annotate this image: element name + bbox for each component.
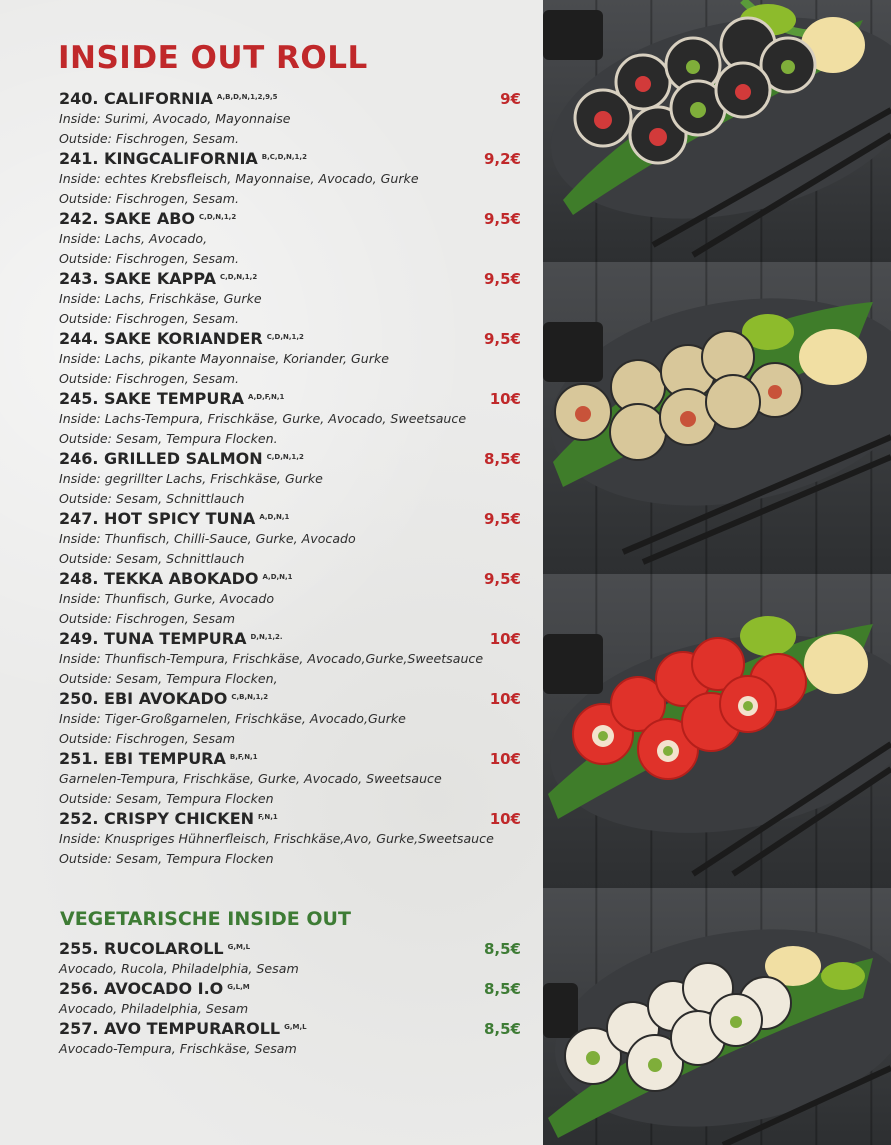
item-inside: Inside: Lachs, pikante Mayonnaise, Koriander, Gurke [59, 351, 389, 366]
item-outside: Outside: Fischrogen, Sesam [59, 731, 235, 746]
menu-item [59, 329, 521, 389]
item-price: 10€ [489, 750, 521, 768]
item-inside: Inside: echtes Krebsfleisch, Mayonnaise, Avocado, Gurke [59, 171, 419, 186]
item-outside: Outside: Fischrogen, Sesam. [59, 251, 239, 266]
item-price: 9€ [500, 90, 521, 108]
item-description: Avocado, Philadelphia, Sesam [59, 1001, 249, 1016]
item-price: 9,5€ [483, 270, 521, 288]
item-outside: Outside: Sesam, Tempura Flocken. [59, 431, 278, 446]
item-outside: Outside: Sesam, Tempura Flocken, [59, 671, 278, 686]
allergen-codes: A,B,D,N,1,2,9,5 [216, 93, 278, 101]
item-inside: Inside: Thunfisch-Tempura, Frischkäse, Avocado,Gurke,Sweetsauce [59, 651, 484, 666]
item-outside: Outside: Fischrogen, Sesam. [59, 191, 239, 206]
menu-item [59, 979, 521, 1019]
allergen-codes: G,M,L [227, 943, 251, 951]
item-price: 10€ [489, 810, 521, 828]
item-inside: Inside: Thunfisch, Gurke, Avocado [59, 591, 275, 606]
allergen-codes: C,B,N,1,2 [231, 693, 269, 701]
sushi-photo-california [543, 0, 891, 262]
item-price: 10€ [489, 390, 521, 408]
item-price: 8,5€ [483, 940, 521, 958]
item-name: 243. SAKE KAPPA [59, 269, 216, 288]
menu-item [59, 749, 521, 809]
item-name: 241. KINGCALIFORNIA [59, 149, 258, 168]
item-inside: Inside: Lachs, Avocado, [59, 231, 208, 246]
sushi-photo-vegetarian-roll [543, 888, 891, 1145]
item-inside: Inside: Lachs, Frischkäse, Gurke [59, 291, 262, 306]
item-name: 245. SAKE TEMPURA [59, 389, 245, 408]
item-description: Avocado, Rucola, Philadelphia, Sesam [59, 961, 299, 976]
item-name: 240. CALIFORNIA [59, 89, 213, 108]
allergen-codes: G,M,L [284, 1023, 307, 1031]
menu-item [59, 209, 521, 269]
item-outside: Outside: Fischrogen, Sesam [59, 611, 235, 626]
item-name: 248. TEKKA ABOKADO [59, 569, 259, 588]
item-outside: Outside: Sesam, Schnittlauch [59, 491, 245, 506]
allergen-codes: D,N,1,2. [250, 633, 283, 641]
allergen-codes: C,D,N,1,2 [220, 273, 258, 281]
item-name: 249. TUNA TEMPURA [59, 629, 247, 648]
item-description: Avocado-Tempura, Frischkäse, Sesam [59, 1041, 297, 1056]
item-inside: Inside: Lachs-Tempura, Frischkäse, Gurke, Avocado, Sweetsauce [59, 411, 467, 426]
item-name: 247. HOT SPICY TUNA [59, 509, 256, 528]
allergen-codes: B,C,D,N,1,2 [261, 153, 307, 161]
item-outside: Outside: Fischrogen, Sesam. [59, 131, 239, 146]
item-name: 255. RUCOLAROLL [59, 939, 224, 958]
menu-item [59, 509, 521, 569]
section-title: INSIDE OUT ROLL [58, 40, 368, 76]
item-name: 244. SAKE KORIANDER [59, 329, 263, 348]
item-price: 9,2€ [483, 150, 521, 168]
item-price: 9,5€ [483, 570, 521, 588]
menu-item [59, 389, 521, 449]
item-price: 8,5€ [483, 980, 521, 998]
menu-item [59, 689, 521, 749]
item-price: 10€ [489, 690, 521, 708]
item-price: 9,5€ [483, 510, 521, 528]
section-title-vegetarian: VEGETARISCHE INSIDE OUT [60, 908, 351, 930]
menu-item [59, 809, 521, 869]
item-price: 8,5€ [483, 1020, 521, 1038]
item-name: 257. AVO TEMPURAROLL [59, 1019, 281, 1038]
item-name: 256. AVOCADO I.O [59, 979, 224, 998]
item-price: 9,5€ [483, 210, 521, 228]
allergen-codes: C,D,N,1,2 [266, 453, 304, 461]
menu-item [59, 629, 521, 689]
item-inside: Inside: gegrillter Lachs, Frischkäse, Gurke [59, 471, 323, 486]
item-inside: Inside: Surimi, Avocado, Mayonnaise [59, 111, 291, 126]
menu-item [59, 269, 521, 329]
item-outside: Outside: Fischrogen, Sesam. [59, 371, 239, 386]
item-name: 250. EBI AVOKADO [59, 689, 228, 708]
item-name: 251. EBI TEMPURA [59, 749, 226, 768]
allergen-codes: F,N,1 [258, 813, 278, 821]
menu-item [59, 939, 521, 979]
item-price: 10€ [489, 630, 521, 648]
allergen-codes: A,D,N,1 [259, 513, 290, 521]
menu-item [59, 449, 521, 509]
sushi-photo-sesame-roll [543, 262, 891, 574]
item-inside: Inside: Knuspriges Hühnerfleisch, Frischkäse,Avo, Gurke,Sweetsauce [59, 831, 494, 846]
menu-item [59, 1019, 521, 1059]
allergen-codes: B,F,N,1 [229, 753, 258, 761]
item-outside: Outside: Sesam, Tempura Flocken [59, 851, 274, 866]
item-inside: Garnelen-Tempura, Frischkäse, Gurke, Avocado, Sweetsauce [59, 771, 442, 786]
allergen-codes: G,L,M [227, 983, 250, 991]
item-name: 252. CRISPY CHICKEN [59, 809, 255, 828]
item-name: 242. SAKE ABO [59, 209, 196, 228]
menu-item [59, 149, 521, 209]
sushi-photo-tobiko-roll [543, 574, 891, 888]
item-inside: Inside: Thunfisch, Chilli-Sauce, Gurke, Avocado [59, 531, 356, 546]
allergen-codes: A,D,F,N,1 [248, 393, 285, 401]
item-price: 8,5€ [483, 450, 521, 468]
item-outside: Outside: Sesam, Tempura Flocken [59, 791, 274, 806]
item-outside: Outside: Sesam, Schnittlauch [59, 551, 245, 566]
menu-item [59, 89, 521, 149]
allergen-codes: A,D,N,1 [262, 573, 293, 581]
item-name: 246. GRILLED SALMON [59, 449, 263, 468]
item-outside: Outside: Fischrogen, Sesam. [59, 311, 239, 326]
item-inside: Inside: Tiger-Großgarnelen, Frischkäse, Avocado,Gurke [59, 711, 406, 726]
allergen-codes: C,D,N,1,2 [199, 213, 237, 221]
item-price: 9,5€ [483, 330, 521, 348]
menu-item [59, 569, 521, 629]
allergen-codes: C,D,N,1,2 [266, 333, 304, 341]
